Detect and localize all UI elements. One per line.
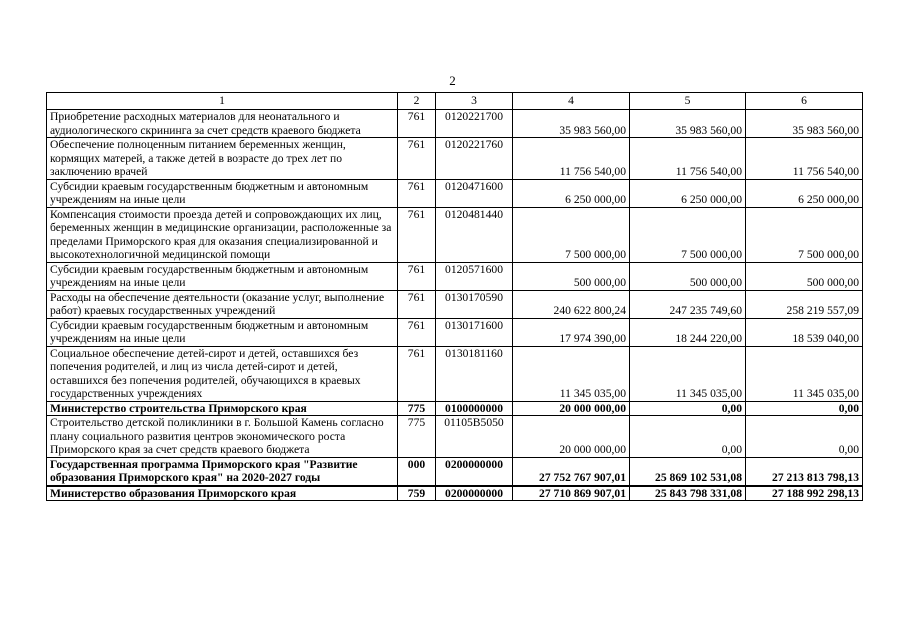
row-amount-2021: 18 244 220,00 xyxy=(630,318,746,346)
row-target-code: 0130171600 xyxy=(436,318,513,346)
column-header: 3 xyxy=(436,93,513,110)
row-description: Приобретение расходных материалов для неонатального и аудиологического скрининга за счет средств краевого бюджета xyxy=(47,110,398,138)
row-target-code: 0120471600 xyxy=(436,179,513,207)
row-description: Субсидии краевым государственным бюджетным и автономным учреждениям на иные цели xyxy=(47,318,398,346)
table-row xyxy=(47,138,863,180)
row-amount-2021: 35 983 560,00 xyxy=(630,110,746,138)
row-amount-2021: 25 843 798 331,08 xyxy=(630,486,746,501)
row-target-code: 01105B5050 xyxy=(436,416,513,458)
row-target-code: 0120221760 xyxy=(436,138,513,180)
row-amount-2020: 17 974 390,00 xyxy=(513,318,630,346)
row-amount-2022: 0,00 xyxy=(746,401,863,416)
row-description: Государственная программа Приморского края "Развитие образования Приморского края" на 2020-2027 годы xyxy=(47,457,398,486)
row-description: Субсидии краевым государственным бюджетным и автономным учреждениям на иные цели xyxy=(47,262,398,290)
row-admin-code: 761 xyxy=(398,318,436,346)
row-admin-code: 761 xyxy=(398,290,436,318)
column-header: 1 xyxy=(47,93,398,110)
row-amount-2022: 0,00 xyxy=(746,416,863,458)
row-amount-2022: 35 983 560,00 xyxy=(746,110,863,138)
row-description: Субсидии краевым государственным бюджетным и автономным учреждениям на иные цели xyxy=(47,179,398,207)
row-description: Министерство строительства Приморского края xyxy=(47,401,398,416)
table-row xyxy=(47,110,863,138)
row-amount-2022: 11 756 540,00 xyxy=(746,138,863,180)
row-target-code: 0120481440 xyxy=(436,207,513,262)
column-header: 4 xyxy=(513,93,630,110)
row-amount-2022: 18 539 040,00 xyxy=(746,318,863,346)
row-amount-2021: 11 345 035,00 xyxy=(630,346,746,401)
table-row xyxy=(47,401,863,416)
row-admin-code: 761 xyxy=(398,346,436,401)
row-amount-2022: 27 213 813 798,13 xyxy=(746,457,863,486)
table-row xyxy=(47,262,863,290)
row-admin-code: 775 xyxy=(398,416,436,458)
column-number-row xyxy=(47,93,863,110)
row-target-code: 0100000000 xyxy=(436,401,513,416)
table-row xyxy=(47,318,863,346)
table-row xyxy=(47,346,863,401)
row-target-code: 0200000000 xyxy=(436,457,513,486)
row-target-code: 0130170590 xyxy=(436,290,513,318)
row-target-code: 0120221700 xyxy=(436,110,513,138)
row-amount-2022: 500 000,00 xyxy=(746,262,863,290)
row-amount-2020: 35 983 560,00 xyxy=(513,110,630,138)
row-description: Строительство детской поликлиники в г. Большой Камень согласно плану социального развития центров экономического роста Приморского края за счет средств краевого бюджета xyxy=(47,416,398,458)
row-amount-2022: 6 250 000,00 xyxy=(746,179,863,207)
row-description: Министерство образования Приморского края xyxy=(47,486,398,501)
row-admin-code: 000 xyxy=(398,457,436,486)
row-amount-2020: 27 710 869 907,01 xyxy=(513,486,630,501)
row-description: Социальное обеспечение детей-сирот и детей, оставшихся без попечения родителей, и лиц из числа детей-сирот и детей, оставшихся без попечения родителей, обучающихся в краевых государственных учреждениях xyxy=(47,346,398,401)
row-amount-2020: 500 000,00 xyxy=(513,262,630,290)
row-amount-2021: 11 756 540,00 xyxy=(630,138,746,180)
row-amount-2020: 20 000 000,00 xyxy=(513,401,630,416)
table-row xyxy=(47,486,863,501)
row-amount-2021: 0,00 xyxy=(630,416,746,458)
page-number: 2 xyxy=(449,73,456,88)
row-description: Расходы на обеспечение деятельности (оказание услуг, выполнение работ) краевых государственных учреждений xyxy=(47,290,398,318)
row-amount-2021: 0,00 xyxy=(630,401,746,416)
row-amount-2022: 258 219 557,09 xyxy=(746,290,863,318)
row-amount-2020: 240 622 800,24 xyxy=(513,290,630,318)
row-admin-code: 759 xyxy=(398,486,436,501)
row-amount-2022: 27 188 992 298,13 xyxy=(746,486,863,501)
row-amount-2020: 27 752 767 907,01 xyxy=(513,457,630,486)
row-amount-2020: 11 345 035,00 xyxy=(513,346,630,401)
column-header: 6 xyxy=(746,93,863,110)
row-target-code: 0130181160 xyxy=(436,346,513,401)
row-amount-2020: 20 000 000,00 xyxy=(513,416,630,458)
row-amount-2021: 500 000,00 xyxy=(630,262,746,290)
row-amount-2022: 11 345 035,00 xyxy=(746,346,863,401)
row-admin-code: 761 xyxy=(398,207,436,262)
row-description: Компенсация стоимости проезда детей и сопровождающих их лиц, беременных женщин в медицинские организации, расположенные за пределами Приморского края для оказания специализированной и высокотехнологичной медицинской помощи xyxy=(47,207,398,262)
row-description: Обеспечение полноценным питанием беременных женщин, кормящих матерей, а также детей в возрасте до трех лет по заключению врачей xyxy=(47,138,398,180)
budget-table xyxy=(46,92,863,501)
row-target-code: 0200000000 xyxy=(436,486,513,501)
column-header: 5 xyxy=(630,93,746,110)
row-amount-2020: 11 756 540,00 xyxy=(513,138,630,180)
row-target-code: 0120571600 xyxy=(436,262,513,290)
column-header: 2 xyxy=(398,93,436,110)
row-amount-2020: 6 250 000,00 xyxy=(513,179,630,207)
row-admin-code: 761 xyxy=(398,179,436,207)
row-amount-2022: 7 500 000,00 xyxy=(746,207,863,262)
table-row xyxy=(47,457,863,486)
row-amount-2021: 247 235 749,60 xyxy=(630,290,746,318)
row-amount-2021: 6 250 000,00 xyxy=(630,179,746,207)
row-admin-code: 761 xyxy=(398,262,436,290)
table-row xyxy=(47,290,863,318)
table-row xyxy=(47,179,863,207)
row-admin-code: 761 xyxy=(398,110,436,138)
table-row xyxy=(47,416,863,458)
row-amount-2020: 7 500 000,00 xyxy=(513,207,630,262)
table-row xyxy=(47,207,863,262)
row-amount-2021: 25 869 102 531,08 xyxy=(630,457,746,486)
row-admin-code: 761 xyxy=(398,138,436,180)
row-amount-2021: 7 500 000,00 xyxy=(630,207,746,262)
row-admin-code: 775 xyxy=(398,401,436,416)
